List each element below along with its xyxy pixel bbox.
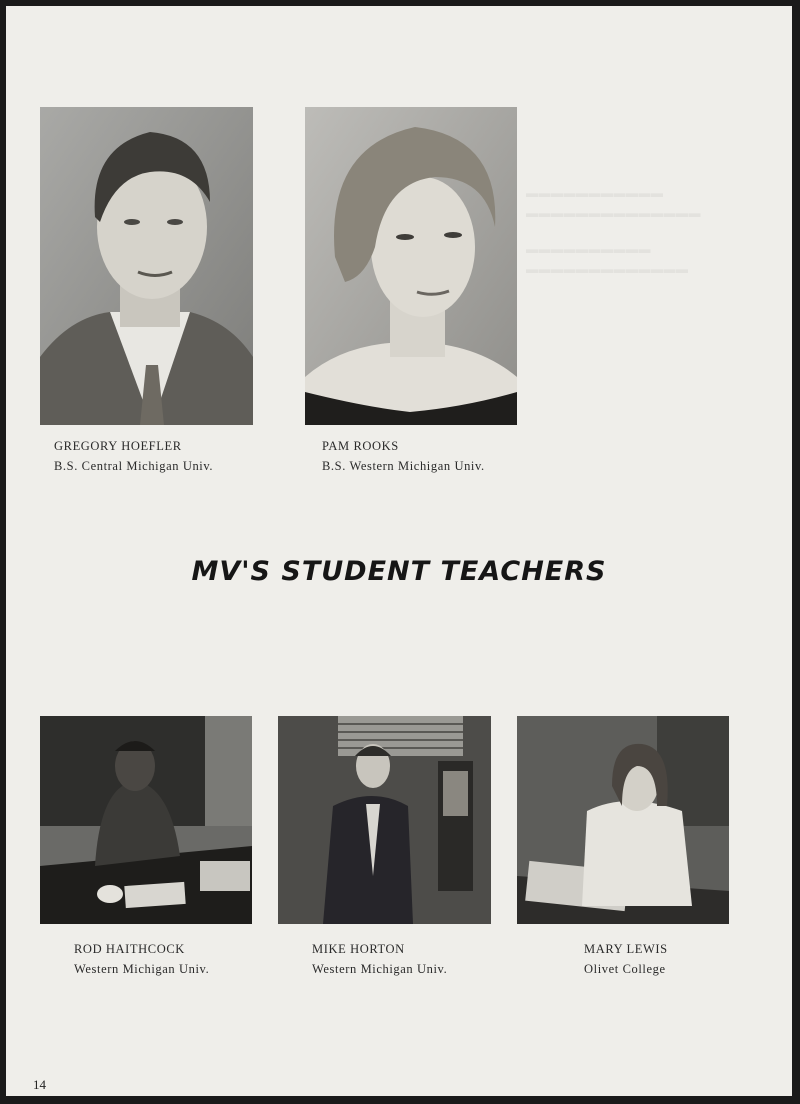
photo-mary-lewis xyxy=(517,716,729,924)
section-title: MV'S STUDENT TEACHERS xyxy=(191,556,607,587)
teacher-school: Olivet College xyxy=(584,962,666,976)
teacher-degree: B.S. Western Michigan Univ. xyxy=(322,459,485,473)
caption-mike-horton xyxy=(312,939,447,979)
show-through-text: ▬▬▬▬▬▬▬▬▬▬▬ xyxy=(526,186,664,200)
teacher-school: Western Michigan Univ. xyxy=(74,962,210,976)
yearbook-page xyxy=(6,6,792,1096)
teacher-school: Western Michigan Univ. xyxy=(312,962,448,976)
portrait-gregory-hoefler xyxy=(40,107,253,425)
teacher-name: ROD HAITHCOCK xyxy=(74,942,185,956)
teacher-name: MARY LEWIS xyxy=(584,942,668,956)
teacher-name: GREGORY HOEFLER xyxy=(54,439,182,453)
photo-mike-horton xyxy=(278,716,491,924)
show-through-text: ▬▬▬▬▬▬▬▬▬▬▬▬▬ xyxy=(526,262,689,276)
show-through-text: ▬▬▬▬▬▬▬▬▬▬▬▬▬▬ xyxy=(526,206,701,220)
teacher-degree: B.S. Central Michigan Univ. xyxy=(54,459,214,473)
teacher-name: PAM ROOKS xyxy=(322,439,399,453)
show-through-text: ▬▬▬▬▬▬▬▬▬▬ xyxy=(526,242,651,256)
caption-pam-rooks xyxy=(322,436,485,476)
caption-mary-lewis xyxy=(584,939,668,979)
page-number: 14 xyxy=(33,1077,46,1092)
caption-gregory-hoefler xyxy=(54,436,213,476)
portrait-pam-rooks xyxy=(305,107,517,425)
teacher-name: MIKE HORTON xyxy=(312,942,405,956)
caption-rod-haithcock xyxy=(74,939,209,979)
photo-rod-haithcock xyxy=(40,716,252,924)
